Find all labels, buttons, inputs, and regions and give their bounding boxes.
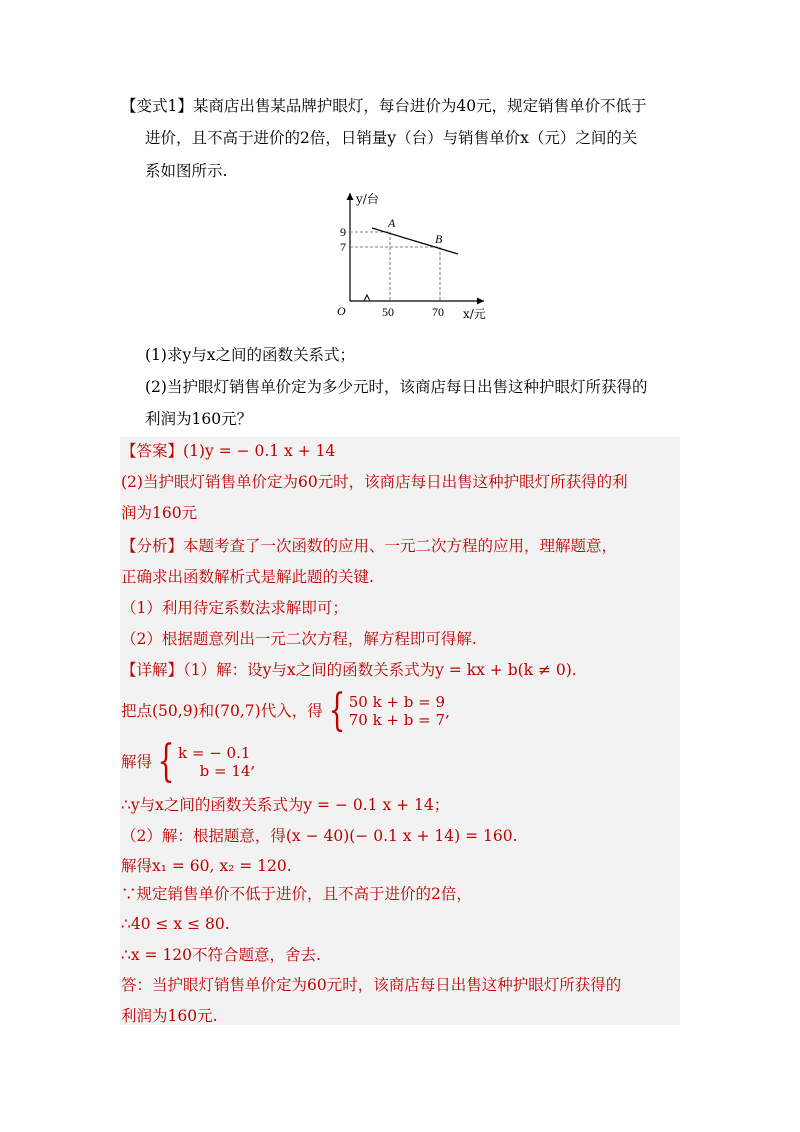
x-axis-label: x/元 <box>463 307 486 321</box>
function-graph <box>320 185 500 325</box>
left-brace-1: { <box>328 685 346 736</box>
x-tick-70: 70 <box>432 305 444 319</box>
therefore-1: ∴y与x之间的函数关系式为y = − 0.1 x + 14； <box>121 796 450 814</box>
problem-line-2: 进价，且不高于进价的2倍，日销量y（台）与销售单价x（元）之间的关 <box>145 129 638 147</box>
point-b-label: B <box>435 232 443 246</box>
answer-line-1 <box>121 441 335 461</box>
equation-system-1 <box>349 693 445 729</box>
function-line <box>372 228 458 254</box>
solution-row <box>121 736 256 787</box>
answer-label: 【答案】 <box>121 442 184 460</box>
method-step-1: （1）利用待定系数法求解即可； <box>121 599 348 617</box>
y-tick-7: 7 <box>340 240 346 254</box>
x-tick-50: 50 <box>382 305 394 319</box>
method-step-2: （2）根据题意列出一元二次方程，解方程即可得解. <box>121 630 477 648</box>
substitution-row <box>121 685 451 736</box>
answer-2-line-2: 润为160元 <box>121 504 198 522</box>
detail-label: 【详解】 <box>121 661 184 679</box>
equation-system-2 <box>178 744 250 780</box>
analysis-line-1 <box>121 536 617 556</box>
solution-prefix: 解得 <box>121 753 153 771</box>
because-line: ∵规定销售单价不低于进价，且不高于进价的2倍， <box>121 885 472 903</box>
problem-line-3: 系如图所示. <box>145 162 228 180</box>
detail-line-1 <box>121 660 577 680</box>
system-1-row-1: 50 k + b = 9 <box>348 693 446 711</box>
substitution-prefix: 把点(50,9)和(70,7)代入，得 <box>121 702 323 720</box>
problem-line-1: 【变式1】某商店出售某品牌护眼灯，每台进价为40元，规定销售单价不低于 <box>121 97 647 115</box>
system-2-row-1: k = − 0.1 <box>178 744 251 762</box>
reject-line: ∴x = 120不符合题意，舍去. <box>121 946 321 964</box>
question-2-line-1: (2)当护眼灯销售单价定为多少元时，该商店每日出售这种护眼灯所获得的 <box>145 378 648 396</box>
detail-text-1: （1）解：设y与x之间的函数关系式为y = kx + b(k ≠ 0). <box>183 661 577 679</box>
analysis-line-2: 正确求出函数解析式是解此题的关键. <box>121 568 374 586</box>
analysis-label: 【分析】 <box>121 537 184 555</box>
system-1-comma: , <box>445 701 451 721</box>
system-1-row-2: 70 k + b = 7 <box>348 711 446 729</box>
final-answer-line-1: 答：当护眼灯销售单价定为60元时，该商店每日出售这种护眼灯所获得的 <box>121 976 622 994</box>
system-2-comma: , <box>250 752 256 772</box>
answer-1: (1)y = − 0.1 x + 14 <box>183 442 336 460</box>
left-brace-2: { <box>157 736 175 787</box>
question-1: (1)求y与x之间的函数关系式； <box>145 346 355 364</box>
analysis-text-1: 本题考查了一次函数的应用、一元二次方程的应用，理解题意， <box>183 537 618 555</box>
origin-label: O <box>337 304 346 318</box>
y-axis-label: y/台 <box>356 192 379 206</box>
roots: 解得x₁ = 60, x₂ = 120. <box>121 857 292 875</box>
y-tick-9: 9 <box>340 225 346 239</box>
range-line: ∴40 ≤ x ≤ 80. <box>121 915 230 933</box>
point-a-label: A <box>388 216 396 230</box>
question-2-line-2: 利润为160元？ <box>145 410 253 428</box>
answer-2-line-1: (2)当护眼灯销售单价定为60元时，该商店每日出售这种护眼灯所获得的利 <box>121 473 628 491</box>
axis-break <box>364 295 370 301</box>
part-2-equation: （2）解：根据题意，得(x − 40)(− 0.1 x + 14) = 160. <box>121 827 518 845</box>
final-answer-line-2: 利润为160元. <box>121 1007 218 1025</box>
system-2-row-2: b = 14 <box>199 762 251 780</box>
